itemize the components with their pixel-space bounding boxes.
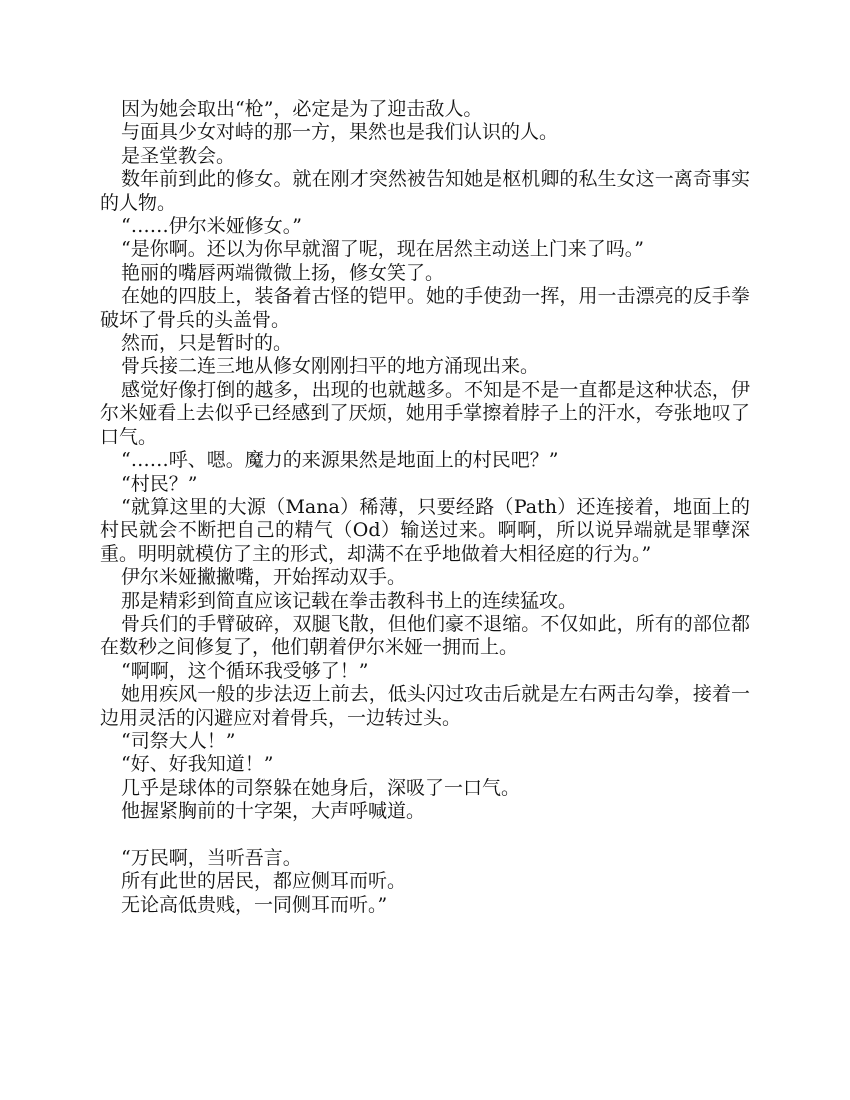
paragraph: 她用疾风一般的步法迈上前去，低头闪过攻击后就是左右两击勾拳，接着一边用灵活的闪避应对着骨兵，一边转过头。: [100, 683, 750, 729]
paragraph: 骨兵接二连三地从修女刚刚扫平的地方涌现出来。: [121, 355, 540, 378]
paragraph: 因为她会取出“枪”，必定是为了迎击敌人。: [121, 98, 483, 120]
verse-line: 无论高低贵贱，一同侧耳而听。”: [121, 893, 388, 916]
verse-line: 所有此世的居民，都应侧耳而听。: [121, 870, 407, 893]
paragraph: 艳丽的嘴唇两端微微上扬，修女笑了。: [121, 261, 445, 284]
paragraph: 几乎是球体的司祭躲在她身后，深吸了一口气。: [121, 776, 521, 799]
paragraph: “……呼、嗯。魔力的来源果然是地面上的村民吧？”: [121, 449, 559, 472]
blank-line: [100, 824, 750, 847]
paragraph: 与面具少女对峙的那一方，果然也是我们认识的人。: [121, 121, 559, 144]
paragraph: 数年前到此的修女。就在刚才突然被告知她是枢机卿的私生女这一离奇事实的人物。: [100, 168, 750, 214]
paragraph: “好、好我知道！”: [121, 753, 274, 776]
paragraph: “是你啊。还以为你早就溜了呢，现在居然主动送上门来了吗。”: [121, 238, 644, 261]
paragraph: 是圣堂教会。: [121, 144, 236, 167]
paragraph: “司祭大人！”: [121, 729, 236, 752]
verse-line: “万民啊，当听吾言。: [121, 846, 302, 869]
body-text: [100, 98, 750, 917]
paragraph: 感觉好像打倒的越多，出现的也就越多。不知是不是一直都是这种状态，伊尔米娅看上去似乎已经感到了厌烦，她用手掌擦着脖子上的汗水，夸张地叹了口气。: [100, 378, 750, 448]
paragraph: “啊啊，这个循环我受够了！”: [121, 659, 369, 682]
paragraph: “村民？”: [121, 472, 198, 495]
paragraph: “就算这里的大源（Mana）稀薄，只要经路（Path）还连接着，地面上的村民就会不断把自己的精气（Od）输送过来。啊啊，所以说异端就是罪孽深重。明明就模仿了主的形式，却满不在乎地做着大相径庭的行为。”: [100, 495, 750, 565]
paragraph: 骨兵们的手臂破碎，双腿飞散，但他们豪不退缩。不仅如此，所有的部位都在数秒之间修复了，他们朝着伊尔米娅一拥而上。: [100, 612, 750, 659]
paragraph: 伊尔米娅撇撇嘴，开始挥动双手。: [121, 566, 407, 589]
paragraph: 他握紧胸前的十字架，大声呼喊道。: [121, 800, 426, 823]
paragraph: 然而，只是暂时的。: [121, 332, 293, 355]
paragraph: 那是精彩到简直应该记载在拳击教科书上的连续猛攻。: [121, 589, 578, 612]
paragraph: 在她的四肢上，装备着古怪的铠甲。她的手使劲一挥，用一击漂亮的反手拳破坏了骨兵的头盖骨。: [100, 285, 750, 331]
paragraph: “……伊尔米娅修女。”: [121, 215, 302, 238]
